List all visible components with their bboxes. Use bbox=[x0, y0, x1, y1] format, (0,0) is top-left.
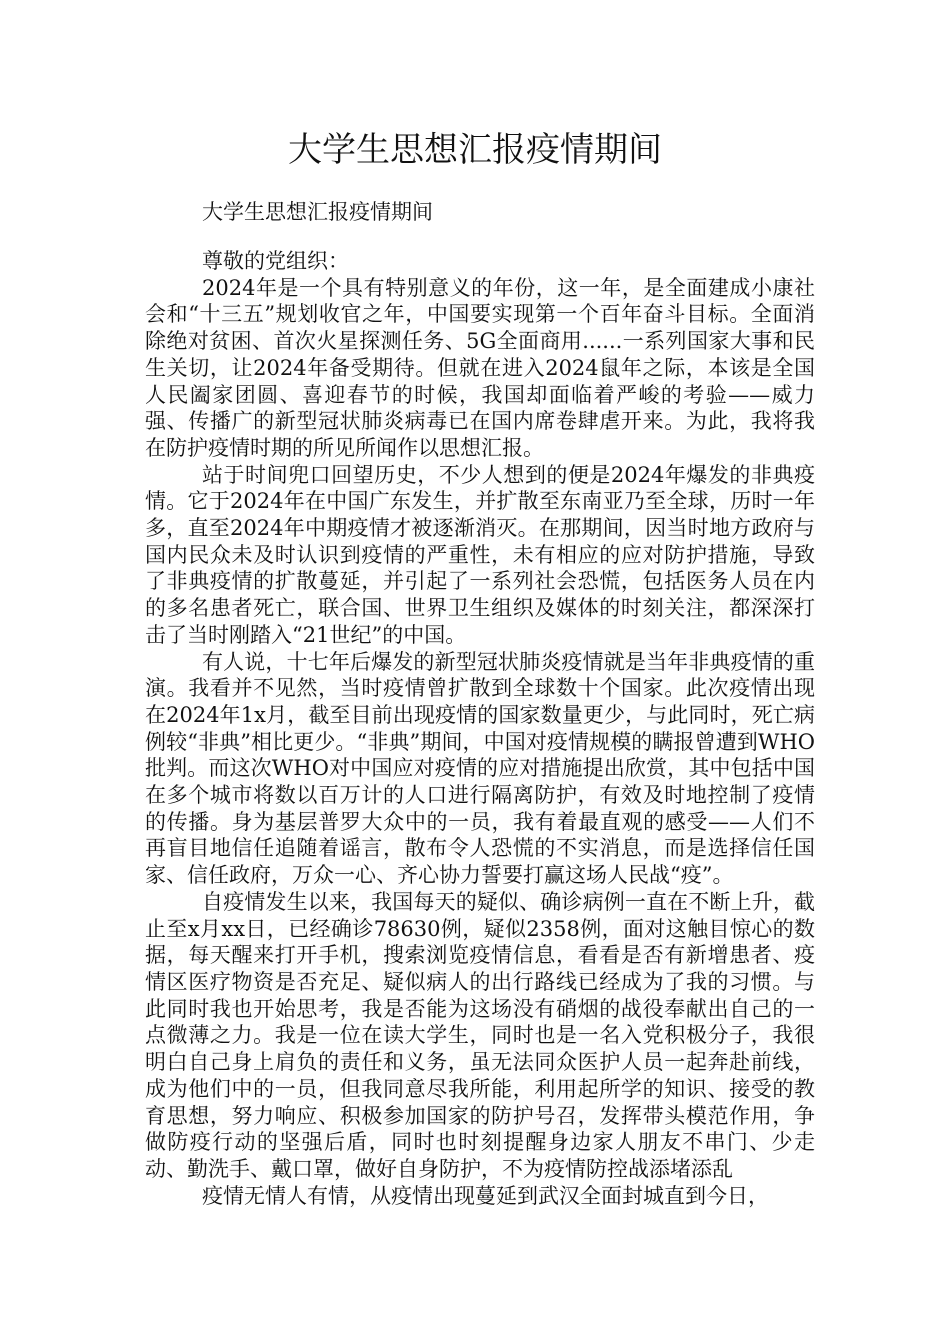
paragraph-5: 疫情无情人有情，从疫情出现蔓延到武汉全面封城直到今日， bbox=[202, 1183, 769, 1208]
paragraph-4: 自疫情发生以来，我国每天的疑似、确诊病例一直在不断上升，截止至x月xx日，已经确诊78630例，疑似2358例，面对这触目惊心的数据，每天醒来打开手机，搜索浏览疫情信息，看看是否有新增患者、疫情区医疗物资是否充足、疑似病人的出行路线已经成为了我的习惯。与此同时我也开始思考，我是否能为这场没有硝烟的战役奉献出自己的一点微薄之力。我是一位在读大学生，同时也是一名入党积极分子，我很明白自己身上肩负的责任和义务，虽无法同众医护人员一起奔赴前线，成为他们中的一员，但我同意尽我所能，利用起所学的知识、接受的教育思想，努力响应、积极参加国家的防护号召，发挥带头模范作用，争做防疫行动的坚强后盾，同时也时刻提醒身边家人朋友不串门、少走动、勤洗手、戴口罩，做好自身防护，不为疫情防控战添堵添乱 bbox=[145, 889, 815, 1181]
document-title: 大学生思想汇报疫情期间 bbox=[288, 130, 662, 170]
paragraph-3: 有人说，十七年后爆发的新型冠状肺炎疫情就是当年非典疫情的重演。我看并不见然，当时疫情曾扩散到全球数十个国家。此次疫情出现在2024年1x月，截至目前出现疫情的国家数量更少，与此同时，死亡病例较“非典”相比更少。“非典”期间，中国对疫情规模的瞒报曾遭到WHO批判。而这次WHO对中国应对疫情的应对措施提出欣赏，其中包括中国在多个城市将数以百万计的人口进行隔离防护，有效及时地控制了疫情的传播。身为基层普罗大众中的一员，我有着最直观的感受——人们不再盲目地信任追随着谣言，散布令人恐慌的不实消息，而是选择信任国家、信任政府，万众一心、齐心协力誓要打赢这场人民战“疫”。 bbox=[145, 649, 815, 888]
paragraph-1: 2024年是一个具有特别意义的年份，这一年，是全面建成小康社会和“十三五”规划收官之年，中国要实现第一个百年奋斗目标。全面消除绝对贫困、首次火星探测任务、5G全面商用......一系列国家大事和民生关切，让2024年备受期待。但就在进入2024鼠年之际，本该是全国人民阖家团圆、喜迎春节的时候，我国却面临着严峻的考验——威力强、传播广的新型冠状肺炎病毒已在国内席卷肆虐开来。为此，我将我在防护疫情时期的所见所闻作以思想汇报。 bbox=[145, 275, 815, 460]
salutation: 尊敬的党组织： bbox=[202, 249, 349, 273]
document-body bbox=[145, 248, 815, 1209]
document-subtitle: 大学生思想汇报疫情期间 bbox=[202, 200, 433, 224]
paragraph-2: 站于时间兜口回望历史，不少人想到的便是2024年爆发的非典疫情。它于2024年在中国广东发生，并扩散至东南亚乃至全球，历时一年多，直至2024年中期疫情才被逐渐消灭。在那期间，因当时地方政府与国内民众未及时认识到疫情的严重性，未有相应的应对防护措施，导致了非典疫情的扩散蔓延，并引起了一系列社会恐慌，包括医务人员在内的多名患者死亡，联合国、世界卫生组织及媒体的时刻关注，都深深打击了当时刚踏入“21世纪”的中国。 bbox=[145, 462, 815, 647]
